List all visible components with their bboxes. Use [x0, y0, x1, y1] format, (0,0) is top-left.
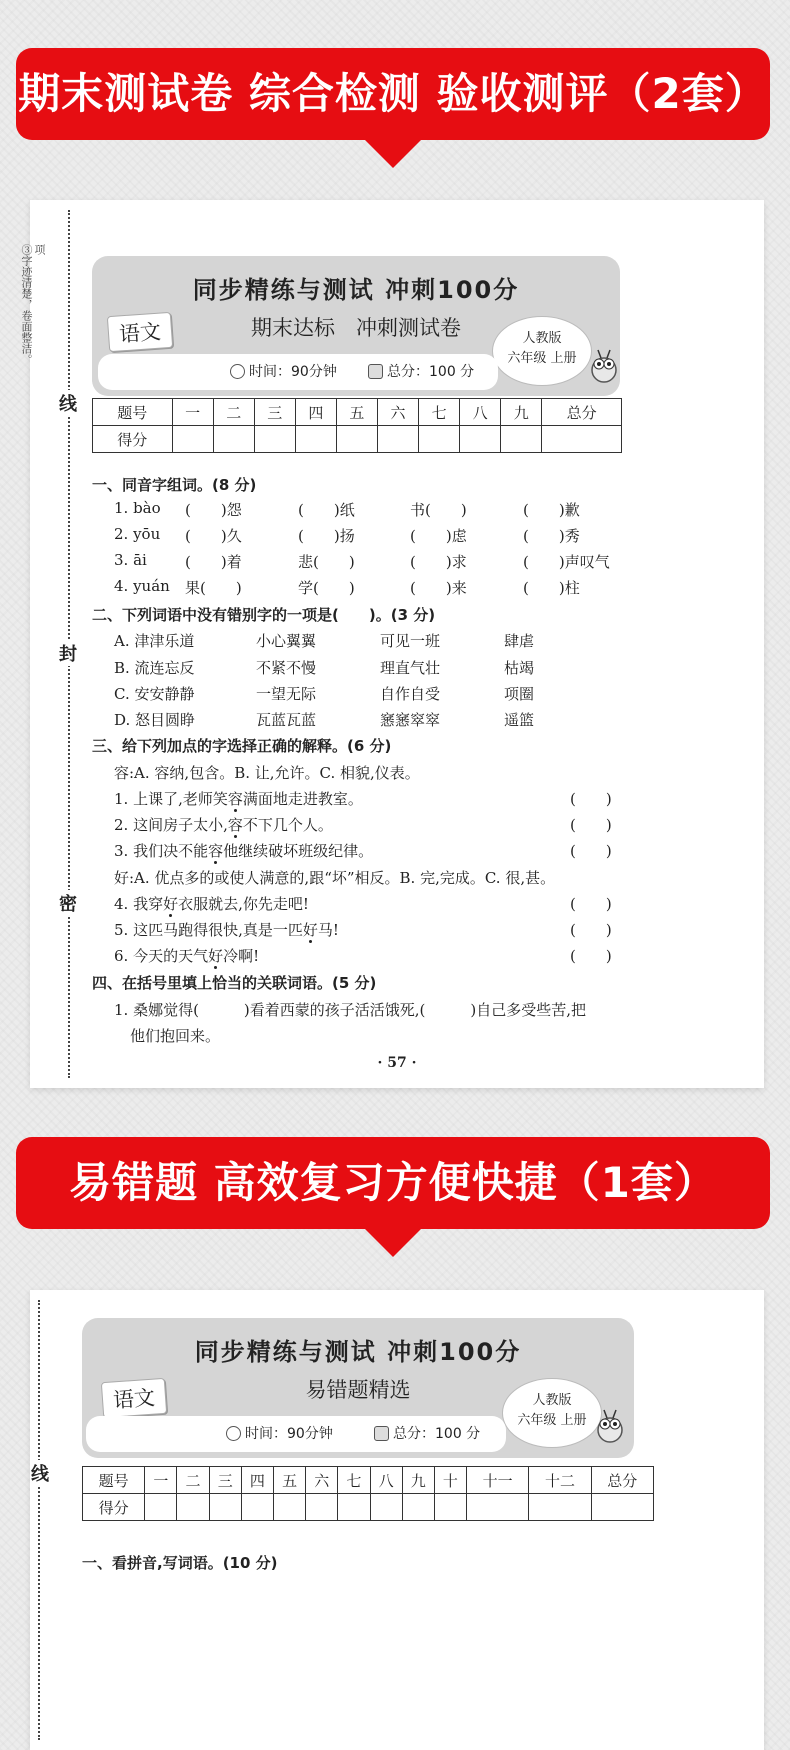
exam-sheet-final	[20, 200, 764, 1088]
score-cell	[306, 1494, 338, 1521]
q1-blank: ( )秀	[523, 527, 580, 545]
exam-time: 时间：90分钟	[249, 364, 337, 380]
q1-blank: 果( )	[185, 579, 242, 597]
q3-definition-rong: 容:A. 容纳,包含。B. 让,允许。C. 相貌,仪表。	[114, 764, 420, 782]
q2-option: 可见一班	[380, 632, 441, 650]
score-header-cell: 二	[177, 1467, 209, 1494]
q1-blank: ( )扬	[298, 527, 355, 545]
q2-option: 一望无际	[256, 685, 317, 703]
exam-total: 总分：100 分	[393, 1426, 481, 1442]
question-4-title: 四、在括号里填上恰当的关联词语。(5 分)	[92, 974, 377, 992]
score-header-cell: 七	[338, 1467, 370, 1494]
edition-grade: 六年级 上册	[507, 351, 577, 366]
q2-option: 瓦蓝瓦蓝	[256, 711, 317, 729]
q1-blank: ( )柱	[523, 579, 580, 597]
q2-option: 项圈	[504, 685, 535, 703]
sheet-header	[82, 1318, 634, 1458]
q2-option: 不紧不慢	[256, 659, 317, 677]
banner-exam: 期末测试卷 综合检测 验收测评（2套）	[16, 48, 770, 140]
q2-option: 小心翼翼	[256, 632, 317, 650]
q2-option: 自作自受	[380, 685, 441, 703]
banner-error-review: 易错题 高效复习方便快捷（1套）	[16, 1137, 770, 1229]
q1-blank: 书( )	[410, 501, 467, 519]
score-table	[82, 1466, 654, 1521]
score-cell	[209, 1494, 241, 1521]
score-cell	[172, 426, 213, 453]
score-cell	[145, 1494, 177, 1521]
series-title: 同步精练与测试 冲刺100分	[192, 276, 520, 304]
question-3-title: 三、给下列加点的字选择正确的解释。(6 分)	[92, 737, 392, 755]
q1-blank: ( )怨	[185, 501, 242, 519]
q2-option: 肆虐	[504, 632, 535, 650]
score-cell	[295, 426, 336, 453]
score-header-cell: 总分	[591, 1467, 653, 1494]
score-cell	[370, 1494, 402, 1521]
dotted-char: 好	[302, 921, 318, 939]
dotted-char: 好	[163, 895, 179, 913]
score-cell	[273, 1494, 305, 1521]
q2-option: C. 安安静静	[114, 685, 195, 703]
exam-time: 时间：90分钟	[245, 1426, 333, 1442]
q1-blank: 学( )	[298, 579, 355, 597]
score-header-cell: 三	[209, 1467, 241, 1494]
exam-sheet-errors	[30, 1290, 764, 1750]
score-cell	[213, 426, 254, 453]
exam-subtitle: 期末达标 冲刺测试卷	[251, 316, 461, 340]
score-cell	[177, 1494, 209, 1521]
side-word-feng: 封	[58, 640, 78, 666]
q2-option: 理直气壮	[380, 659, 441, 677]
side-word-xian: 线	[30, 1460, 50, 1486]
score-header-cell: 一	[145, 1467, 177, 1494]
page-number: · 57 ·	[377, 1055, 417, 1071]
q1-blank: ( )歉	[523, 501, 580, 519]
score-cell	[460, 426, 501, 453]
score-header-cell: 九	[402, 1467, 434, 1494]
q1-blank: ( )求	[410, 553, 467, 571]
score-header-cell: 题号	[93, 399, 173, 426]
q3-item: 6. 今天的天气好冷啊!	[114, 947, 260, 965]
exam-total: 总分：100 分	[387, 364, 475, 380]
dotted-char: 容	[227, 790, 243, 808]
score-header-cell: 九	[501, 399, 542, 426]
score-cell	[591, 1494, 653, 1521]
score-icon	[368, 364, 383, 379]
question-1-title: 一、看拼音,写词语。(10 分)	[82, 1554, 278, 1572]
q1-blank: ( )久	[185, 527, 242, 545]
q1-label: 1. bào	[114, 499, 161, 517]
score-cell	[529, 1494, 591, 1521]
edition-badge	[492, 316, 592, 386]
score-header-cell: 十	[434, 1467, 466, 1494]
side-word-xian: 线	[58, 390, 78, 416]
q3-item: 1. 上课了,老师笑容满面地走进教室。	[114, 790, 363, 808]
score-header-cell: 四	[295, 399, 336, 426]
dotted-char: 容	[227, 816, 243, 834]
score-table	[92, 398, 622, 453]
subject-tag: 语文	[101, 1378, 167, 1418]
score-cell	[434, 1494, 466, 1521]
q3-answer-paren[interactable]: ( )	[570, 790, 612, 808]
score-row-label: 得分	[83, 1494, 145, 1521]
score-header-cell: 四	[241, 1467, 273, 1494]
question-1-title: 一、同音字组词。(8 分)	[92, 476, 257, 494]
edition-badge	[502, 1378, 602, 1448]
q4-line-2: 他们抱回来。	[130, 1027, 221, 1045]
q2-option: 窸窸窣窣	[380, 711, 441, 729]
score-cell	[542, 426, 622, 453]
q2-option: A. 津津乐道	[114, 632, 195, 650]
score-header-cell: 十二	[529, 1467, 591, 1494]
q3-item: 3. 我们决不能容他继续破坏班级纪律。	[114, 842, 374, 860]
score-cell	[402, 1494, 434, 1521]
subject-tag: 语文	[107, 312, 173, 352]
score-cell	[377, 426, 418, 453]
score-cell	[467, 1494, 529, 1521]
clock-icon	[226, 1426, 241, 1441]
score-header-cell: 六	[306, 1467, 338, 1494]
q3-item: 2. 这间房子太小,容不下几个人。	[114, 816, 333, 834]
q1-blank: 悲( )	[298, 553, 355, 571]
q1-blank: ( )来	[410, 579, 467, 597]
q3-answer-paren[interactable]: ( )	[570, 842, 612, 860]
q1-label: 3. āi	[114, 551, 147, 569]
dotted-char: 容	[208, 842, 224, 860]
dotted-char: 好	[208, 947, 224, 965]
q1-blank: ( )纸	[298, 501, 355, 519]
score-cell	[419, 426, 460, 453]
score-header-cell: 一	[172, 399, 213, 426]
side-note: 项 ③字迹清楚，卷面整洁。	[20, 244, 46, 365]
q3-answer-paren[interactable]: ( )	[570, 947, 612, 965]
q3-item: 4. 我穿好衣服就去,你先走吧!	[114, 895, 309, 913]
info-bar	[98, 354, 498, 390]
score-header-cell: 三	[254, 399, 295, 426]
q1-blank: ( )虑	[410, 527, 467, 545]
score-row-label: 得分	[93, 426, 173, 453]
q3-definition-hao: 好:A. 优点多的或使人满意的,跟“坏”相反。B. 完,完成。C. 很,甚。	[114, 869, 556, 887]
score-header-cell: 题号	[83, 1467, 145, 1494]
sheet-header	[92, 256, 620, 396]
q1-label: 4. yuán	[114, 577, 170, 595]
q2-option: B. 流连忘反	[114, 659, 195, 677]
score-cell	[501, 426, 542, 453]
q2-option: 遥篮	[504, 711, 535, 729]
score-header-cell: 总分	[542, 399, 622, 426]
score-cell	[241, 1494, 273, 1521]
q3-item: 5. 这匹马跑得很快,真是一匹好马!	[114, 921, 339, 939]
edition-publisher: 人教版	[532, 1393, 572, 1408]
bug-mascot-icon	[582, 344, 626, 388]
score-header-cell: 五	[273, 1467, 305, 1494]
score-header-cell: 八	[370, 1467, 402, 1494]
cut-line	[38, 1300, 40, 1740]
question-2-title: 二、下列词语中没有错别字的一项是( )。(3 分)	[92, 606, 436, 624]
series-title: 同步精练与测试 冲刺100分	[194, 1338, 522, 1366]
score-cell	[254, 426, 295, 453]
q3-answer-paren[interactable]: ( )	[570, 921, 612, 939]
score-header-cell: 十一	[467, 1467, 529, 1494]
score-header-cell: 六	[377, 399, 418, 426]
q1-blank: ( )声叹气	[523, 553, 610, 571]
q1-label: 2. yōu	[114, 525, 161, 543]
q3-answer-paren[interactable]: ( )	[570, 816, 612, 834]
clock-icon	[230, 364, 245, 379]
score-icon	[374, 1426, 389, 1441]
score-header-cell: 二	[213, 399, 254, 426]
q2-option: 枯竭	[504, 659, 535, 677]
exam-subtitle: 易错题精选	[305, 1378, 411, 1402]
edition-grade: 六年级 上册	[517, 1413, 587, 1428]
q3-answer-paren[interactable]: ( )	[570, 895, 612, 913]
score-header-cell: 七	[419, 399, 460, 426]
score-cell	[338, 1494, 370, 1521]
q4-line-1: 1. 桑娜觉得( )看着西蒙的孩子活活饿死,( )自己多受些苦,把	[114, 1001, 587, 1019]
side-word-mi: 密	[58, 890, 78, 916]
score-header-cell: 五	[336, 399, 377, 426]
edition-publisher: 人教版	[522, 331, 562, 346]
info-bar	[86, 1416, 506, 1452]
bug-mascot-icon	[588, 1404, 632, 1448]
q1-blank: ( )着	[185, 553, 242, 571]
q2-option: D. 怒目圆睁	[114, 711, 196, 729]
score-cell	[336, 426, 377, 453]
score-header-cell: 八	[460, 399, 501, 426]
